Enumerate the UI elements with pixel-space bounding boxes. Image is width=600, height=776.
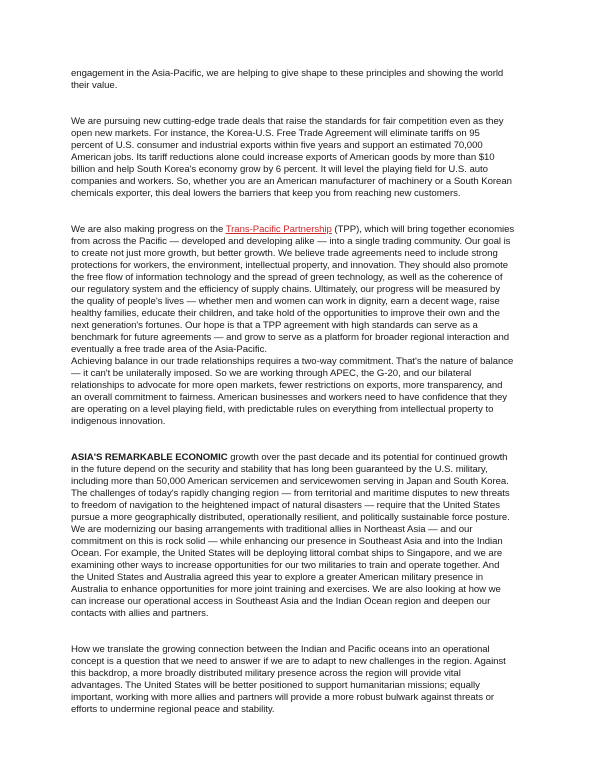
text-line: an overall commitment to fairness. American businesses and workers need to have confidence that they (71, 392, 508, 403)
text-line: protections for workers, the environment, intellectual property, and innovation. They should also promote (71, 260, 509, 271)
text-line: Ocean. For example, the United States will be deploying littoral combat ships to Singapore, and we are (71, 548, 503, 559)
text-line: companies and workers. So, whether you are an American manufacturer of machinery or a South Korean (71, 176, 512, 187)
text-line: Australia to enhance opportunities for more joint training and exercises. We are also looking at how we (71, 584, 501, 595)
text-line: the United States and Australia agreed this year to explore a greater American military presence in (71, 572, 484, 583)
text-line: efforts to undermine regional peace and stability. (71, 704, 275, 715)
text-line: contacts with allies and partners. (71, 608, 209, 619)
text-line: We are pursuing new cutting-edge trade deals that raise the standards for fair competition even as they (71, 116, 504, 127)
text-line: examining other ways to increase opportunities for our two militaries to train and operate together. And (71, 560, 500, 571)
paragraph-asia-security (71, 452, 551, 620)
text-line: the quality of people's lives — whether men and women can work in dignity, earn a decent wage, raise (71, 296, 500, 307)
text-line: Achieving balance in our trade relationships requires a two-way commitment. That's the nature of balance (71, 356, 514, 367)
text-line: We are modernizing our basing arrangements with traditional allies in Northeast Asia — and our (71, 524, 473, 535)
text-line: open new markets. For instance, the Korea-U.S. Free Trade Agreement will eliminate tariffs on 95 (71, 128, 480, 139)
text-line: billion and help South Korea's economy grow by 6 percent. It will level the playing field for U.S. auto (71, 164, 488, 175)
text-span: We are also making progress on the (71, 224, 226, 235)
text-line: the free flow of information technology and the spread of green technology, as well as the coherence of (71, 272, 503, 283)
text-line: including more than 50,000 American servicemen and servicewomen serving in Japan and South Korea. (71, 476, 509, 487)
paragraph-intro-continuation (71, 68, 551, 92)
text-line: eventually a free trade area of the Asia-Pacific. (71, 344, 267, 355)
text-span: growth over the past decade and its potential for continued growth (227, 452, 508, 463)
paragraph-indian-pacific (71, 644, 551, 716)
text-line: pursue a more geographically distributed, operationally resilient, and politically sustainable force posture. (71, 512, 510, 523)
paragraph-tpp (71, 224, 551, 356)
text-line: important, working with more allies and partners will provide a more robust bulwark against threats or (71, 692, 495, 703)
paragraph-korea-fta (71, 116, 551, 200)
text-line: percent of U.S. consumer and industrial exports within five years and support an estimated 70,000 (71, 140, 483, 151)
text-line (71, 452, 551, 464)
trans-pacific-partnership-link[interactable]: Trans-Pacific Partnership (225, 224, 332, 235)
text-line (71, 224, 551, 236)
text-line: in the future depend on the security and stability that has long been guaranteed by the U.S. military, (71, 464, 488, 475)
document-page (71, 68, 551, 740)
text-line: our regulatory system and the efficiency of supply chains. Ultimately, our progress will be measured by (71, 284, 501, 295)
text-span: (TPP), which will bring together economies (331, 224, 515, 235)
text-line: can increase our operational access in Southeast Asia and the Indian Ocean region and deepen our (71, 596, 491, 607)
section-lead-in: ASIA'S REMARKABLE ECONOMIC (71, 452, 228, 463)
paragraph-trade-balance (71, 356, 551, 428)
text-line: indigenous innovation. (71, 416, 166, 427)
text-line: advantages. The United States will be better positioned to support humanitarian missions; equally (71, 680, 480, 691)
text-line: commitment on this is rock solid — while enhancing our presence in Southeast Asia and into the Indian (71, 536, 503, 547)
text-line: relationships to advocate for more open markets, fewer restrictions on exports, more transparency, and (71, 380, 503, 391)
text-line: to freedom of navigation to the heightened impact of natural disasters — require that the United States (71, 500, 500, 511)
text-line: concept is a question that we need to answer if we are to adapt to new challenges in the region. Against (71, 656, 506, 667)
text-line: healthy families, educate their children, and take hold of the opportunities to improve their own and the (71, 308, 500, 319)
text-line: The challenges of today's rapidly changing region — from territorial and maritime disputes to new threats (71, 488, 510, 499)
text-line: from across the Pacific — developed and developing alike — into a single trading community. Our goal is (71, 236, 511, 247)
text-line: to create not just more growth, but better growth. We believe trade agreements need to include strong (71, 248, 498, 259)
text-line: benchmark for future agreements — and grow to serve as a platform for broader regional interaction and (71, 332, 510, 343)
text-line: next generation's fortunes. Our hope is that a TPP agreement with high standards can serve as a (71, 320, 478, 331)
text-line: engagement in the Asia-Pacific, we are helping to give shape to these principles and showing the world (71, 68, 504, 79)
text-line: American jobs. Its tariff reductions alone could increase exports of American goods by more than $10 (71, 152, 495, 163)
text-line: — it can't be unilaterally imposed. So we are working through APEC, the G-20, and our bilateral (71, 368, 472, 379)
text-line: are operating on a level playing field, with predictable rules on everything from intellectual property to (71, 404, 494, 415)
text-line: chemicals exporter, this deal lowers the barriers that keep you from reaching new customers. (71, 188, 461, 199)
text-line: this backdrop, a more broadly distributed military presence across the region will provide vital (71, 668, 461, 679)
text-line: their value. (71, 80, 118, 91)
text-line: How we translate the growing connection between the Indian and Pacific oceans into an operational (71, 644, 490, 655)
